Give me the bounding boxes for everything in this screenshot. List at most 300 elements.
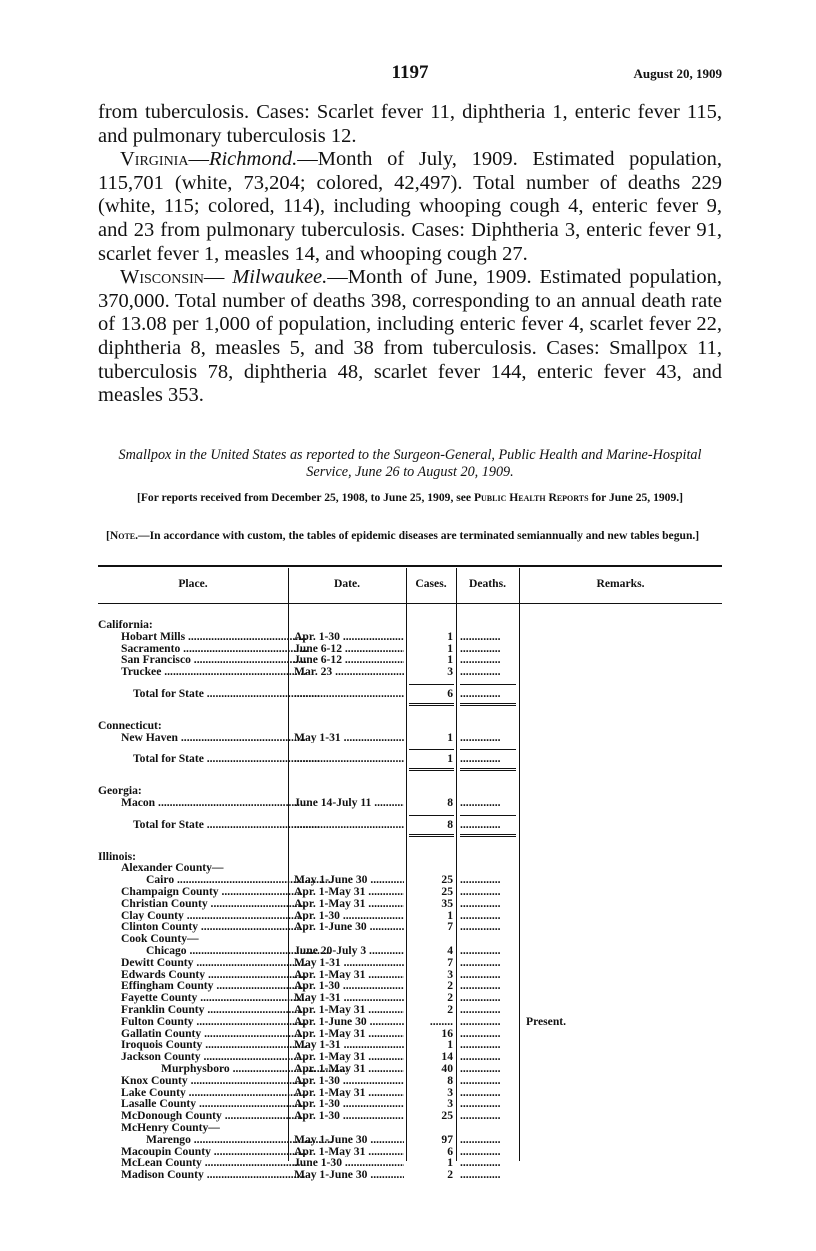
table-row [98,862,722,874]
cases-value: 14 [441,1050,453,1064]
table-row [98,1146,722,1158]
date-value: May 1-31 [294,992,341,1004]
table-row [98,1028,722,1040]
date-cell [294,1110,404,1122]
deaths-cell: .............. [460,1133,501,1146]
table-row [98,1122,722,1134]
cases-value: 35 [441,896,453,910]
cases-value: 7 [447,920,453,934]
cases-value: 1 [447,908,453,922]
place-name: Cook County— [121,933,199,945]
date-value: June 14-July 11 [294,797,372,809]
date-cell [294,1039,404,1051]
date-cell [294,1134,404,1146]
deaths-cell: .............. [460,980,501,993]
deaths-cell: .............. [460,666,501,678]
cases-value: 3 [447,665,453,679]
date-value: Apr. 1-May 31 [294,1027,366,1040]
page-header [98,62,722,86]
place-name: San Francisco [121,654,191,667]
date-cell [294,1063,404,1075]
date-cell [294,945,404,957]
date-value: May 1-June 30 [294,874,368,886]
total-rule [460,768,516,769]
table-row [98,643,722,655]
place-cell [98,886,307,898]
deaths-cell: .............. [460,945,501,957]
date-cell [294,819,404,831]
table-row [98,1063,722,1075]
total-rule [409,705,454,706]
place-cell [98,631,307,643]
place-cell [98,1051,307,1063]
state-row [98,851,722,863]
date-value: May 1-31 [294,1039,341,1052]
leader-dots [201,1028,307,1040]
total-rule [460,834,516,835]
note-text: for June 25, 1909.] [588,491,684,504]
place-name: Total for State [133,753,204,766]
state-row [98,720,722,732]
cases-value: 1 [447,629,453,643]
place-cell [98,654,307,666]
header-cases: Cases. [415,577,447,590]
place-cell [98,1075,307,1087]
date-value: May 1-June 30 [294,1133,368,1146]
date-value: Apr. 1-30 [294,630,340,643]
place-cell [98,819,319,831]
deaths-cell: .............. [460,874,501,886]
leader-dots [201,1051,307,1063]
leader-dots [367,1016,404,1028]
deaths-cell: .............. [460,886,501,898]
place-cell [98,910,307,922]
place-name: Gallatin County [121,1027,202,1040]
header-remarks: Remarks. [596,577,645,590]
cases-value: 8 [447,1073,453,1087]
date-cell [294,1004,404,1016]
place-name: Fulton County [121,1015,194,1028]
place-cell [98,1016,307,1028]
cases-value: 1 [447,1038,453,1052]
date-cell [294,1075,404,1087]
leader-dots [202,1157,307,1169]
deaths-cell: .............. [460,1074,501,1087]
place-name: Georgia: [98,785,142,797]
place-cell [98,1039,307,1051]
paragraph-text: —Month of July, 1909. Estimated population, 115,701 (white, 73,204; colored, 42,497). Total number of deaths 229 (white, 115; colored, 114), including whooping cough 4, enteric fever 9, and 23 from pulmonary tuberculosis. Cases: Diphtheria 3, enteric fever 91, scarlet fever 1, measles 14, and whooping cough 27. [98,148,722,265]
note-smallcaps: Public Health Reports [473,491,589,504]
date-cell [294,688,404,700]
deaths-cell: .............. [460,992,501,1004]
total-rule [460,815,516,816]
custom-note [98,529,722,543]
place-cell [98,1146,307,1158]
table-row [98,921,722,933]
table-row [98,1110,722,1122]
leader-dots [365,1004,404,1016]
table-row [98,980,722,992]
date-cell [294,643,404,655]
cases-value: 25 [441,873,453,887]
date-value: June 20-July 3 [294,945,367,957]
place-name: Effingham County [121,980,214,993]
date-cell [294,898,404,910]
cases-value: 25 [441,885,453,898]
leader-dots [193,1016,307,1028]
deaths-cell: .............. [460,654,501,667]
date-cell [294,874,404,886]
deaths-cell: .............. [460,1063,501,1075]
date-value: Apr. 1-May 31 [294,886,366,898]
date-cell [294,1169,404,1181]
cases-value: 3 [447,967,453,981]
place-name: Hobart Mills [121,630,186,643]
deaths-cell: .............. [460,797,501,809]
date-cell [294,886,404,898]
cases-value: 2 [447,991,453,1005]
place-cell [98,851,284,863]
leader-dots [184,910,307,922]
date-value: May 1-31 [294,731,341,744]
place-name: Connecticut: [98,719,162,732]
table-header-rule [98,603,722,604]
leader-dots [340,910,404,922]
note-text: [For reports received from December 25, 1908, to June 25, 1909, see [136,491,474,504]
total-row [98,753,722,765]
place-cell [98,1110,307,1122]
leader-dots [367,874,404,886]
date-cell [294,1098,404,1110]
place-name: Alexander County— [121,862,224,875]
date-cell [294,1016,404,1028]
leader-dots [365,969,404,981]
place-name: Illinois: [98,850,137,863]
date-value: June 6-12 [294,642,342,655]
date-value: Apr. 1-May 31 [294,897,366,910]
date-value: May 1-June 30 [294,1169,368,1181]
date-cell [294,631,404,643]
leader-dots [208,898,307,910]
leader-dots [365,1028,404,1040]
place-name: Macon [121,797,156,809]
leader-dots [341,992,404,1004]
place-cell [98,1098,307,1110]
remarks-value: Present. [526,1014,567,1028]
deaths-cell: .............. [460,897,501,910]
deaths-cell: .............. [460,642,501,655]
place-name: Edwards County [121,968,206,981]
total-rule [460,770,516,771]
table-row [98,910,722,922]
place-cell [98,1169,307,1181]
place-name: Lasalle County [121,1098,197,1111]
total-row [98,688,722,700]
place-name: Champaign County [121,886,219,898]
place-name: Murphysboro [161,1063,230,1075]
leader-dots [340,631,404,643]
cases-value: 6 [447,687,453,700]
leader-dots [161,666,307,678]
place-name: Jackson County [121,1051,201,1063]
place-name: McLean County [121,1157,202,1170]
cases-value: 16 [441,1026,453,1040]
leader-dots [294,753,404,765]
leader-dots [204,1004,307,1016]
place-name: Knox County [121,1074,188,1087]
leader-dots [196,1098,307,1110]
date-cell [294,910,404,922]
table-row [98,1098,722,1110]
leader-dots [332,666,404,678]
place-cell [98,1028,307,1040]
page-number: 1197 [391,62,429,83]
leader-dots [371,797,404,809]
table-row [98,666,722,678]
table-caption: Smallpox in the United States as reported to the Surgeon-General, Public Health and Marine-Hospital Service, June 26 to August 20, 1909. [118,447,702,480]
leader-dots [341,1039,404,1051]
place-name: Clinton County [121,921,198,934]
note-text: [ [106,529,110,542]
cases-value: 3 [447,1085,453,1099]
cases-value: 2 [447,1168,453,1182]
date-cell [294,1157,404,1169]
date-cell [294,1051,404,1063]
place-name: Christian County [121,897,208,910]
table-row [98,732,722,744]
cases-value: 1 [447,641,453,655]
date-value: Apr. 1-30 [294,909,340,922]
place-cell [98,980,307,992]
leader-dots [365,1051,404,1063]
leader-dots [193,957,307,969]
leader-dots [180,643,307,655]
place-name: Iroquois County [121,1039,203,1052]
date-value: June 1-30 [294,1157,342,1170]
cases-value: 1 [447,1156,453,1170]
cases-value: 97 [441,1132,453,1146]
place-cell [98,732,307,744]
place-cell [98,1157,307,1169]
deaths-cell: .............. [460,1086,501,1099]
header-date: August 20, 1909 [633,66,722,81]
deaths-cell: .............. [460,1039,501,1052]
date-value: Apr. 1-30 [294,1110,340,1122]
place-name: Total for State [133,688,204,700]
place-cell [98,969,307,981]
place-cell [98,862,307,874]
cases-value: 7 [447,955,453,969]
place-cell [98,992,307,1004]
body-text [98,101,722,408]
place-name: Chicago [146,945,187,957]
state-row [98,619,722,631]
place-cell [98,1087,307,1099]
cases-value: 1 [447,653,453,667]
cases-value: 2 [447,979,453,993]
table-row [98,945,722,957]
table-row [98,933,722,945]
total-rule [409,770,454,771]
deaths-cell: .............. [460,1098,501,1111]
table-row [98,1051,722,1063]
deaths-cell: .............. [460,921,501,934]
leader-dots [294,688,404,700]
leader-dots [365,1063,404,1075]
leader-dots [213,980,307,992]
header-deaths: Deaths. [468,577,507,590]
total-rule [409,815,454,816]
date-value: Apr. 1-May 31 [294,1063,366,1075]
deaths-cell: .............. [460,688,501,700]
cases-value: 8 [447,796,453,809]
table-row [98,1087,722,1099]
place-name: Franklin County [121,1004,205,1016]
paragraph-text: —Month of June, 1909. Estimated population, 370,000. Total number of deaths 398, corresponding to an annual death rate of 13.08 per 1,000 of population, including enteric fever 4, scarlet fever 22, diphtheria 8, measles 5, and 38 from tuberculosis. Cases: Smallpox 11, tuberculosis 78, diphtheria 48, scarlet fever 144, enteric fever 43, and measles 353. [98,266,723,407]
header-date: Date. [333,577,361,590]
date-value: Apr. 1-30 [294,1098,340,1111]
state-name: Virginia [120,148,189,171]
place-name: McHenry County— [121,1122,220,1134]
place-name: Sacramento [121,642,181,655]
date-cell [294,921,404,933]
place-cell [98,643,307,655]
leader-dots [191,654,307,666]
place-name: California: [98,619,153,631]
date-cell [294,753,404,765]
date-value: Apr. 1-30 [294,1074,340,1087]
table-row [98,1039,722,1051]
leader-dots [186,1087,307,1099]
date-cell [294,1087,404,1099]
place-name: Lake County [121,1086,186,1099]
city-name: Richmond. [208,148,298,171]
leader-dots [365,1146,404,1158]
place-cell [98,688,319,700]
place-name: New Haven [121,731,178,744]
place-cell [98,753,319,765]
date-value: Mar. 23 [294,666,333,678]
cases-value: 8 [447,817,453,831]
total-rule [460,705,516,706]
place-cell [98,933,307,945]
deaths-cell: .............. [460,1169,501,1181]
leader-dots [198,921,307,933]
note-smallcaps: Note [109,529,136,542]
deaths-cell: .............. [460,909,501,922]
date-cell [294,654,404,666]
date-value: Apr. 1-May 31 [294,1086,366,1099]
cases-value: ........ [429,1014,453,1028]
leader-dots [365,886,404,898]
place-cell [98,785,284,797]
total-rule [409,703,454,704]
note-text: .—In accordance with custom, the tables of epidemic diseases are terminated semiannually and new tables begun.] [135,529,700,542]
table-row [98,969,722,981]
table-row [98,631,722,643]
date-value: June 6-12 [294,654,342,667]
total-rule [460,684,516,685]
leader-dots [341,957,404,969]
total-rule [460,703,516,704]
table-row [98,874,722,886]
table-row [98,1004,722,1016]
leader-dots [197,992,307,1004]
table-row [98,886,722,898]
date-cell [294,980,404,992]
table-row [98,1134,722,1146]
leader-dots [366,945,404,957]
deaths-cell: .............. [460,1157,501,1170]
leader-dots [367,1134,404,1146]
table-row [98,797,722,809]
place-cell [98,619,284,631]
place-name: Truckee [121,666,162,678]
leader-dots [342,643,404,655]
place-cell [98,797,307,809]
place-name: Macoupin County [121,1145,211,1158]
deaths-cell: .............. [460,968,501,981]
city-name: Milwaukee. [232,266,328,289]
leader-dots [188,1075,307,1087]
paragraph-wisconsin: Wisconsin— Milwaukee.—Month of June, 1909. Estimated population, 370,000. Total number of deaths 398, corresponding to an annual death rate of 13.08 per 1,000 of population, including enteric fever 4, scarlet fever 22, diphtheria 8, measles 5, and 38 from tuberculosis. Cases: Smallpox 11, tuberculosis 78, diphtheria 48, scarlet fever 144, enteric fever 43, and measles 353. [98,266,723,407]
deaths-cell: .............. [460,753,501,766]
place-name: Marengo [146,1133,191,1146]
leader-dots [365,1087,404,1099]
place-cell [98,898,307,910]
place-cell [98,921,307,933]
deaths-cell: .............. [460,818,501,831]
table-row [98,898,722,910]
date-value: May 1-31 [294,956,341,969]
total-rule [460,749,516,750]
date-value: Apr. 1-30 [294,980,340,993]
state-row [98,785,722,797]
table-top-rule [98,565,722,567]
date-cell [294,957,404,969]
leader-dots [367,921,404,933]
place-cell [98,1004,307,1016]
date-cell [294,992,404,1004]
date-cell [294,1028,404,1040]
date-value: Apr. 1-June 30 [294,1015,367,1028]
leader-dots [340,1075,404,1087]
date-value: Apr. 1-June 30 [294,921,367,934]
place-name: Fayette County [121,992,198,1004]
cases-value: 3 [447,1097,453,1111]
leader-dots [340,980,404,992]
date-cell [294,666,404,678]
cases-value: 25 [441,1109,453,1123]
leader-dots [340,1098,404,1110]
state-name: Wisconsin [120,266,204,289]
deaths-cell: .............. [460,630,501,643]
paragraph-continuation: from tuberculosis. Cases: Scarlet fever 11, diphtheria 1, enteric fever 115, and pulmonary tuberculosis 12. [98,101,722,147]
date-value: Apr. 1-May 31 [294,1051,366,1063]
date-value: Apr. 1-May 31 [294,1004,366,1016]
total-rule [409,749,454,750]
place-cell [98,1122,307,1134]
deaths-cell: .............. [460,1004,501,1016]
leader-dots [342,1157,404,1169]
deaths-cell: .............. [460,956,501,969]
deaths-cell: .............. [460,1110,501,1122]
place-name: Total for State [133,818,204,831]
total-row [98,819,722,831]
leader-dots [185,631,307,643]
table-row [98,957,722,969]
place-name: Madison County [121,1169,204,1181]
